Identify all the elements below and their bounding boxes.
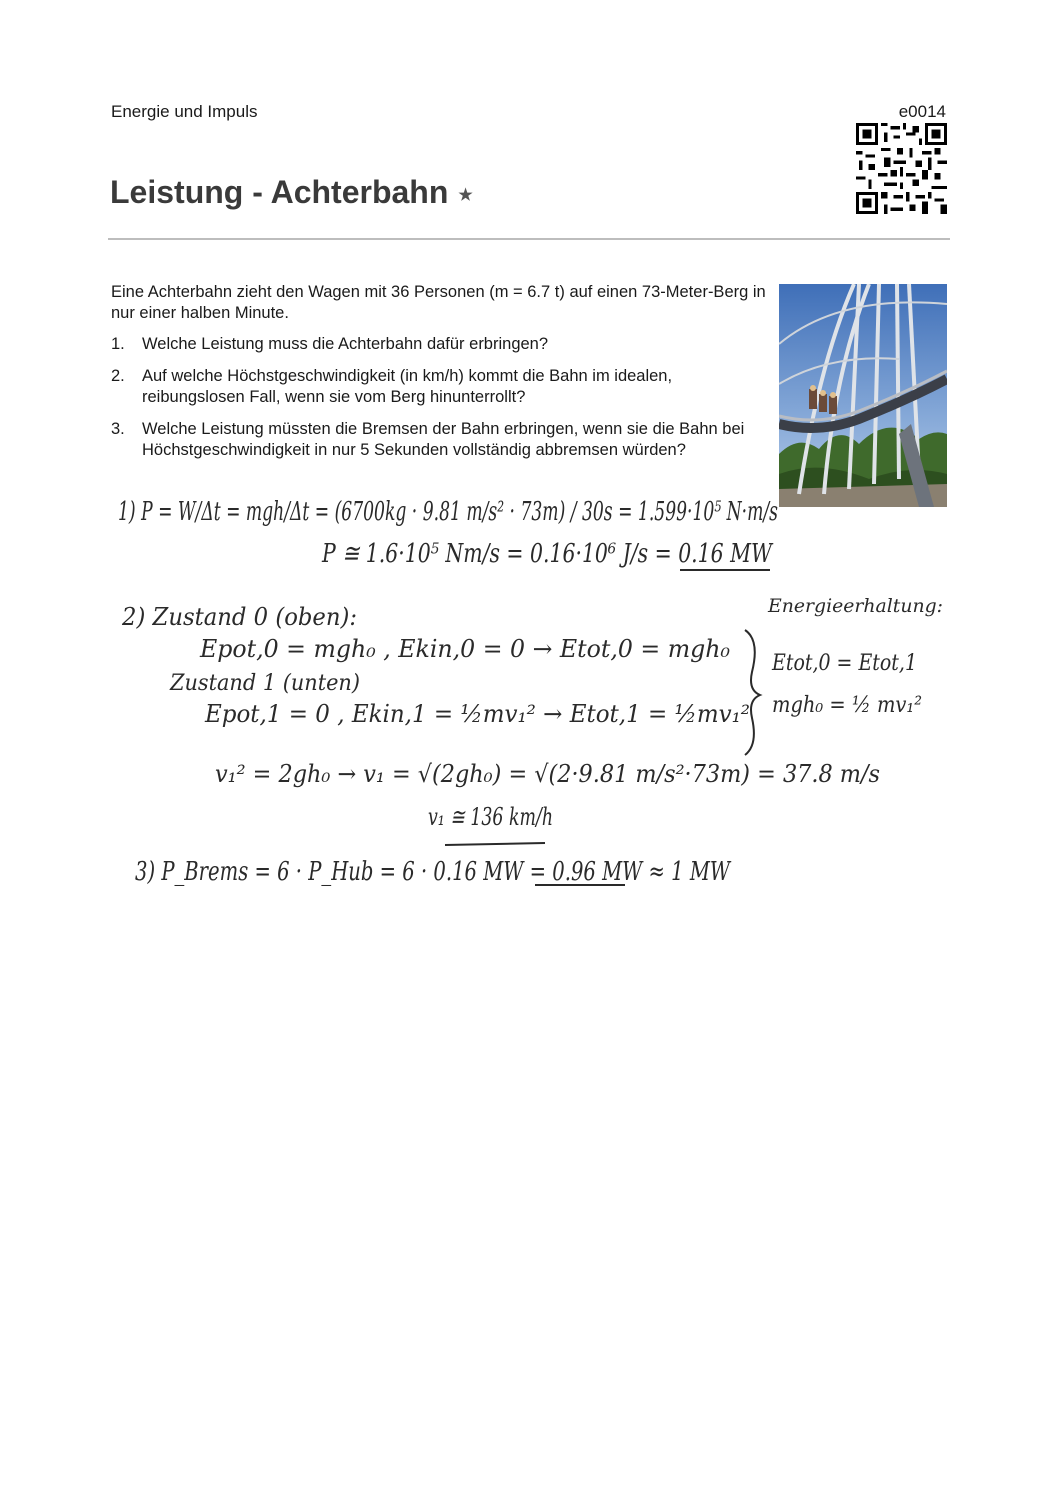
task-text: Auf welche Höchstgeschwindigkeit (in km/h) kommt die Bahn im idealen, reibungslosen Fall, wenn sie vom Berg hinunterrollt? bbox=[142, 367, 673, 406]
problem-intro: Eine Achterbahn zieht den Wagen mit 36 Personen (m = 6.7 t) auf einen 73-Meter-Berg in nur einer halben Minute. bbox=[111, 283, 766, 322]
solution-line-4: Epot,0 = mgh₀ , Ekin,0 = 0 → Etot,0 = mgh₀ bbox=[199, 635, 731, 663]
solution-line-3b: Energieerhaltung: bbox=[767, 595, 943, 617]
solution-line-1: 1) P = W/Δt = mgh/Δt = (6700kg · 9.81 m/s² · 73m) / 30s = 1.599·10⁵ N·m/s bbox=[118, 497, 778, 527]
solution-line-7: v₁² = 2gh₀ → v₁ = √(2gh₀) = √(2·9.81 m/s²·73m) = 37.8 m/s bbox=[215, 760, 880, 788]
task-number: 2. bbox=[111, 367, 125, 385]
topic-label: Energie und Impuls bbox=[111, 102, 258, 121]
solution-line-9: 3) P_Brems = 6 · P_Hub = 6 · 0.16 MW = 0.96 MW ≈ 1 MW bbox=[135, 857, 732, 887]
task-number: 1. bbox=[111, 335, 125, 353]
task-number: 3. bbox=[111, 420, 125, 438]
page-title-text: Leistung - Achterbahn bbox=[110, 174, 449, 210]
solution-line-5: Zustand 1 (unten) bbox=[169, 671, 360, 696]
solution-line-3: 2) Zustand 0 (oben): bbox=[121, 603, 357, 631]
solution-line-8: v₁ ≅ 136 km/h bbox=[428, 803, 553, 831]
difficulty-star-icon: ★ bbox=[458, 186, 473, 204]
solution-line-5b: mgh₀ = ½ mv₁² bbox=[772, 693, 922, 718]
solution-line-4b: Etot,0 = Etot,1 bbox=[771, 651, 917, 676]
solution-line-6: Epot,1 = 0 , Ekin,1 = ½mv₁² → Etot,1 = ½mv₁² bbox=[204, 700, 750, 728]
solution-line-2: P ≅ 1.6·10⁵ Nm/s = 0.16·10⁶ J/s = 0.16 MW bbox=[321, 539, 774, 569]
exercise-code: e0014 bbox=[898, 102, 946, 121]
task-text: Welche Leistung müssten die Bremsen der Bahn erbringen, wenn sie die Bahn bei Höchstgeschwindigkeit in nur 5 Sekunden vollständig abbremsen würden? bbox=[142, 420, 745, 459]
task-text: Welche Leistung muss die Achterbahn dafür erbringen? bbox=[142, 335, 549, 353]
